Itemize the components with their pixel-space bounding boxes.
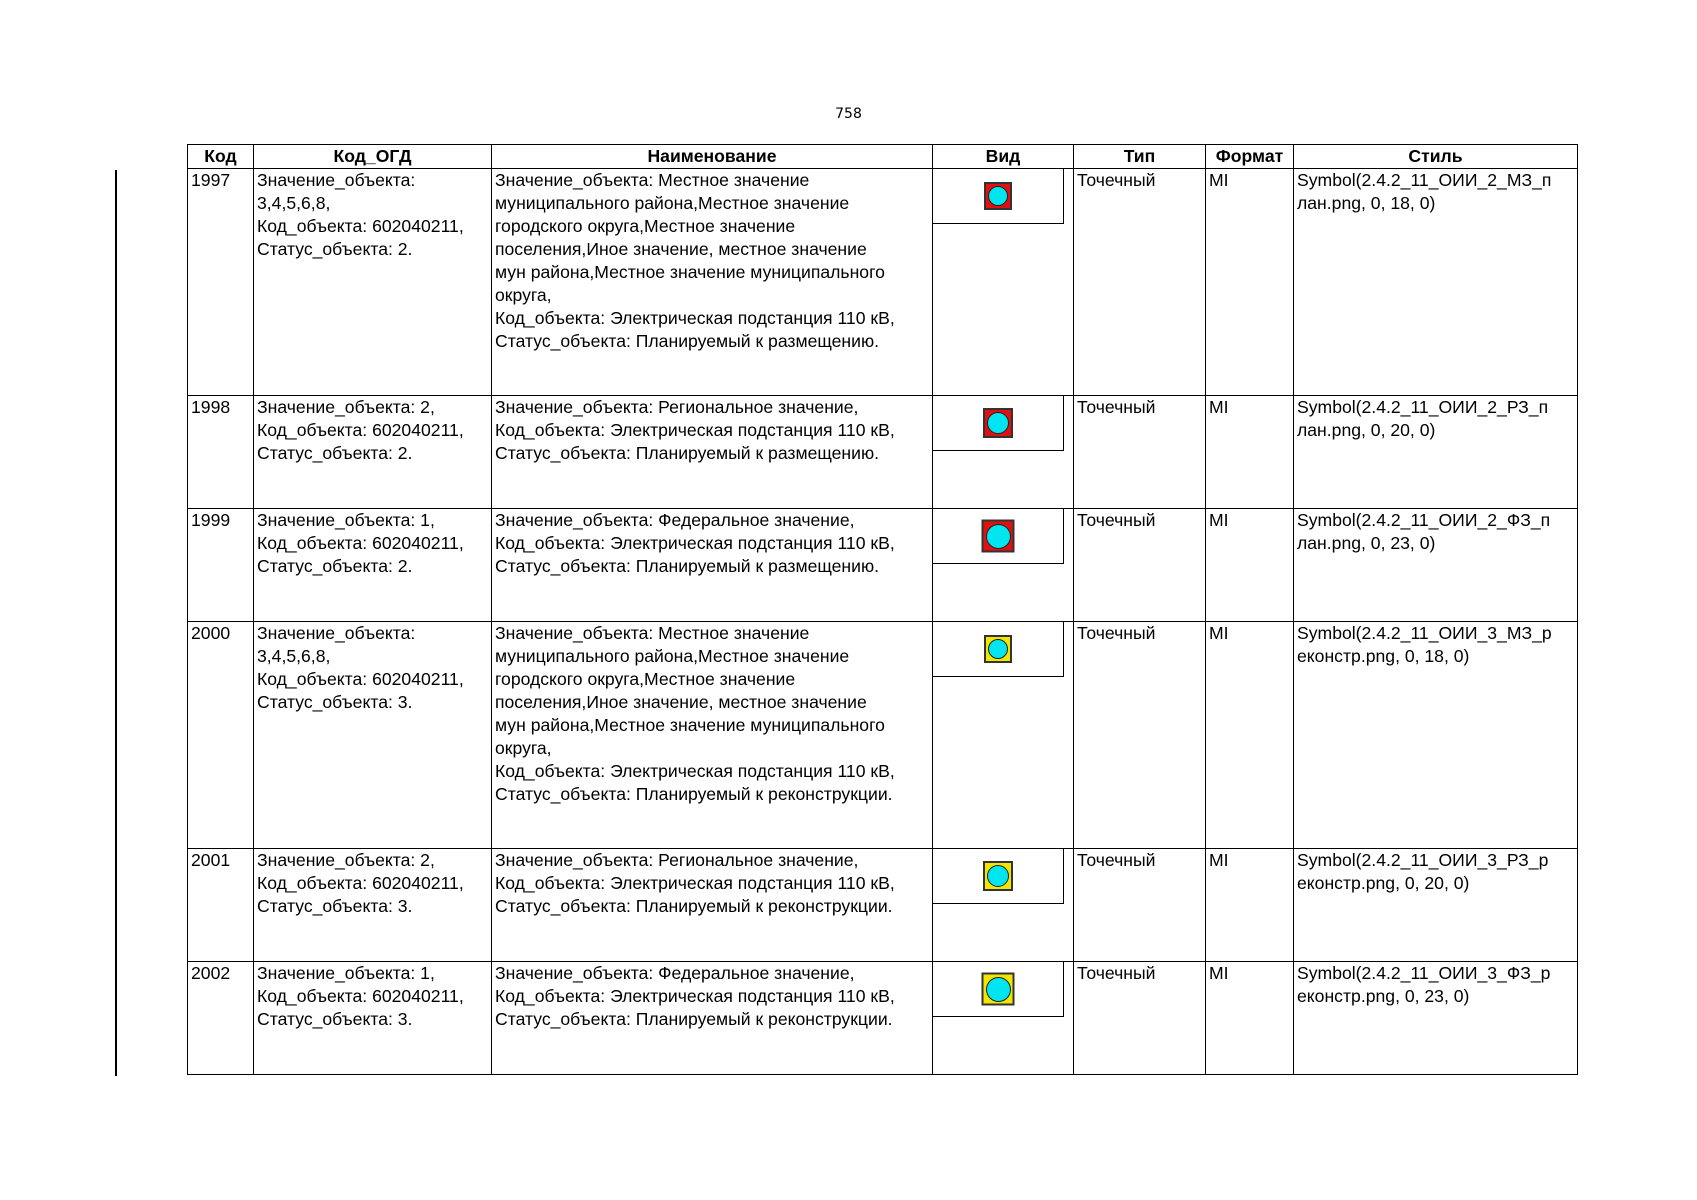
format-text: MI [1209,850,1229,870]
substation-symbol-icon [983,861,1013,891]
cell-text-line: Значение_объекта: 2, [257,397,435,417]
cell-name [492,396,933,509]
cell-text-line: Статус_объекта: Планируемый к реконструкции. [495,896,893,916]
cell-ogd-code [254,849,492,962]
symbol-dot-icon [987,865,1009,887]
symbol-dot-icon [986,524,1011,549]
cell-code [188,396,254,509]
cell-text-line: Статус_объекта: 2. [257,239,413,259]
code-text: 2001 [191,850,231,870]
cell-text-line: Значение_объекта: 1, [257,510,435,530]
type-text: Точечный [1077,397,1156,417]
cell-text-line: Код_объекта: Электрическая подстанция 110 кВ, [495,986,895,1006]
cell-text-line: поселения,Иное значение, местное значение [495,692,867,712]
header-code: Код [188,145,254,169]
cell-text-line: Статус_объекта: 3. [257,896,413,916]
symbol-frame [933,509,1064,564]
symbol-frame [933,849,1064,904]
cell-style [1294,849,1578,962]
type-text: Точечный [1077,623,1156,643]
format-text: MI [1209,963,1229,983]
code-text: 1998 [191,397,231,417]
cell-text-line: 3,4,5,6,8, [257,646,331,666]
cell-text-line: Значение_объекта: 1, [257,963,435,983]
cell-type [1074,509,1206,622]
cell-text-line: Код_объекта: Электрическая подстанция 110 кВ, [495,761,895,781]
symbol-frame [933,396,1064,451]
cell-view [933,849,1074,962]
cell-text-line: округа, [495,738,552,758]
cell-text-line: Код_объекта: Электрическая подстанция 110 кВ, [495,873,895,893]
table-row [188,849,1578,962]
table-header-row [188,145,1578,169]
format-text: MI [1209,623,1229,643]
code-text: 2000 [191,623,231,643]
table-row [188,622,1578,849]
cell-text-line: Код_объекта: 602040211, [257,216,464,236]
cell-type [1074,169,1206,396]
cell-name [492,849,933,962]
cell-text-line: Symbol(2.4.2_11_ОИИ_2_МЗ_п [1297,170,1552,190]
cell-name [492,169,933,396]
cell-code [188,622,254,849]
cell-text-line: Статус_объекта: 3. [257,692,413,712]
cell-text-line: Код_объекта: Электрическая подстанция 110 кВ, [495,420,895,440]
symbol-dot-icon [988,186,1008,206]
cell-style [1294,509,1578,622]
cell-text-line: городского округа,Местное значение [495,669,796,689]
cell-text-line: мун района,Местное значение муниципального [495,715,885,735]
cell-code [188,849,254,962]
cell-text-line: Значение_объекта: [257,623,416,643]
cell-text-line: Статус_объекта: Планируемый к размещению. [495,556,880,576]
cell-code [188,962,254,1075]
cell-text-line: Значение_объекта: [257,170,416,190]
margin-line [115,170,117,1076]
symbol-dot-icon [987,412,1009,434]
cell-format [1206,396,1294,509]
header-ogd-code: Код_ОГД [254,145,492,169]
symbol-frame [933,622,1064,677]
cell-text-line: Код_объекта: 602040211, [257,873,464,893]
cell-name [492,962,933,1075]
cell-text-line: 3,4,5,6,8, [257,193,331,213]
cell-text-line: муниципального района,Местное значение [495,646,850,666]
cell-text-line: Symbol(2.4.2_11_ОИИ_2_ФЗ_п [1297,510,1551,530]
substation-symbol-icon [982,520,1015,553]
cell-text-line: Код_объекта: 602040211, [257,669,464,689]
cell-text-line: мун района,Местное значение муниципального [495,262,885,282]
cell-text-line: Статус_объекта: Планируемый к реконструкции. [495,784,893,804]
cell-format [1206,622,1294,849]
cell-format [1206,962,1294,1075]
table-body [188,169,1578,1075]
cell-text-line: Значение_объекта: Федеральное значение, [495,963,855,983]
code-text: 1999 [191,510,231,530]
header-view: Вид [933,145,1074,169]
symbol-frame [933,169,1064,224]
cell-text-line: Статус_объекта: Планируемый к реконструкции. [495,1009,893,1029]
substation-symbol-icon [984,635,1012,663]
cell-text-line: лан.png, 0, 20, 0) [1297,420,1436,440]
type-text: Точечный [1077,963,1156,983]
cell-text-line: городского округа,Местное значение [495,216,796,236]
cell-text-line: Значение_объекта: Региональное значение, [495,397,859,417]
header-format: Формат [1206,145,1294,169]
cell-ogd-code [254,396,492,509]
cell-text-line: Код_объекта: 602040211, [257,533,464,553]
cell-text-line: Значение_объекта: Федеральное значение, [495,510,855,530]
page-number: 758 [835,106,862,122]
cell-text-line: лан.png, 0, 18, 0) [1297,193,1436,213]
code-text: 2002 [191,963,231,983]
cell-code [188,509,254,622]
cell-type [1074,962,1206,1075]
cell-text-line: Код_объекта: Электрическая подстанция 110 кВ, [495,533,895,553]
cell-text-line: Symbol(2.4.2_11_ОИИ_2_РЗ_п [1297,397,1549,417]
substation-symbol-icon [982,973,1015,1006]
cell-text-line: Код_объекта: Электрическая подстанция 110 кВ, [495,308,895,328]
header-type: Тип [1074,145,1206,169]
cell-text-line: Код_объекта: 602040211, [257,986,464,1006]
type-text: Точечный [1077,510,1156,530]
cell-ogd-code [254,962,492,1075]
cell-style [1294,962,1578,1075]
symbol-dot-icon [988,639,1008,659]
cell-text-line: Значение_объекта: 2, [257,850,435,870]
cell-format [1206,169,1294,396]
cell-text-line: Статус_объекта: Планируемый к размещению. [495,331,880,351]
type-text: Точечный [1077,850,1156,870]
cell-type [1074,396,1206,509]
code-text: 1997 [191,170,231,190]
cell-view [933,962,1074,1075]
cell-type [1074,622,1206,849]
cell-text-line: Symbol(2.4.2_11_ОИИ_3_РЗ_р [1297,850,1549,870]
cell-code [188,169,254,396]
header-name: Наименование [492,145,933,169]
cell-format [1206,849,1294,962]
cell-text-line: Статус_объекта: Планируемый к размещению. [495,443,880,463]
cell-text-line: округа, [495,285,552,305]
cell-ogd-code [254,622,492,849]
cell-text-line: муниципального района,Местное значение [495,193,850,213]
cell-style [1294,622,1578,849]
cell-text-line: еконстр.png, 0, 23, 0) [1297,986,1470,1006]
cell-view [933,509,1074,622]
table-row [188,509,1578,622]
header-style: Стиль [1294,145,1578,169]
cell-text-line: еконстр.png, 0, 20, 0) [1297,873,1470,893]
cell-style [1294,396,1578,509]
table-row [188,169,1578,396]
substation-symbol-icon [983,408,1013,438]
cell-view [933,396,1074,509]
format-text: MI [1209,170,1229,190]
cell-text-line: Значение_объекта: Местное значение [495,623,810,643]
cell-view [933,169,1074,396]
format-text: MI [1209,397,1229,417]
cell-style [1294,169,1578,396]
cell-view [933,622,1074,849]
cell-text-line: Значение_объекта: Местное значение [495,170,810,190]
table-row [188,396,1578,509]
cell-text-line: поселения,Иное значение, местное значение [495,239,867,259]
format-text: MI [1209,510,1229,530]
cell-text-line: Значение_объекта: Региональное значение, [495,850,859,870]
cell-ogd-code [254,169,492,396]
cell-text-line: еконстр.png, 0, 18, 0) [1297,646,1470,666]
symbol-dot-icon [986,977,1011,1002]
cell-name [492,622,933,849]
cell-text-line: Статус_объекта: 3. [257,1009,413,1029]
cell-ogd-code [254,509,492,622]
symbol-frame [933,962,1064,1017]
cell-text-line: Статус_объекта: 2. [257,556,413,576]
cell-text-line: Код_объекта: 602040211, [257,420,464,440]
substation-symbol-icon [984,182,1012,210]
cell-name [492,509,933,622]
type-text: Точечный [1077,170,1156,190]
cell-text-line: Статус_объекта: 2. [257,443,413,463]
symbol-table [187,144,1578,1075]
table-row [188,962,1578,1075]
cell-text-line: лан.png, 0, 23, 0) [1297,533,1436,553]
cell-text-line: Symbol(2.4.2_11_ОИИ_3_ФЗ_р [1297,963,1551,983]
cell-type [1074,849,1206,962]
cell-text-line: Symbol(2.4.2_11_ОИИ_3_МЗ_р [1297,623,1552,643]
cell-format [1206,509,1294,622]
